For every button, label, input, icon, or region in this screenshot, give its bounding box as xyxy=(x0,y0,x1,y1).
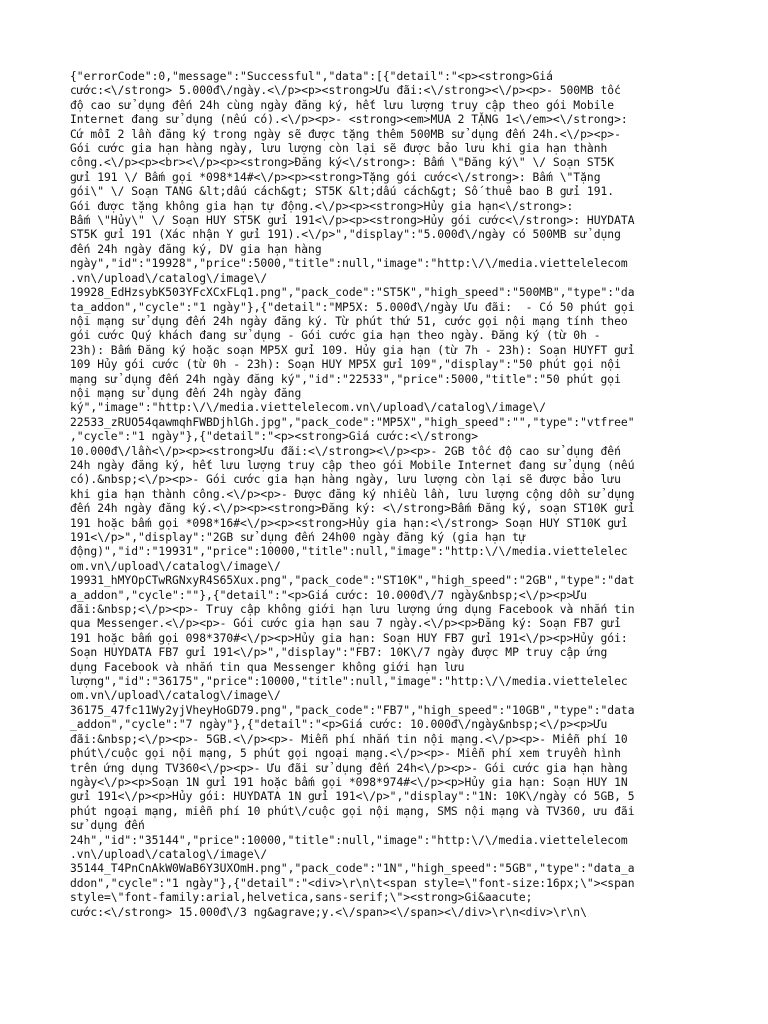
text-line: Bấm \"Hủy\" \/ Soạn HUY ST5K gửi 191<\/p><p><strong>Hủy gói cước<\/strong>: HUYDATA xyxy=(70,214,635,228)
text-line: có).&nbsp;<\/p><p>- Gói cước gia hạn hàng ngày, lưu lượng còn lại sẽ được bảo lưu xyxy=(70,473,621,487)
text-line: 10.000đ\/lần<\/p><p><strong>Ưu đãi:<\/strong><\/p><p>- 2GB tốc độ cao sử dụng đến xyxy=(70,444,621,458)
json-response-text xyxy=(70,70,710,920)
text-line: 109 Hủy gói cước (từ 0h - 23h): Soạn HUY MP5X gửi 109","display":"50 phút gọi nội xyxy=(70,358,621,372)
text-line: phút ngoại mạng, miễn phí 10 phút\/cuộc gọi nội mạng, SMS nội mạng và TV360, ưu đãi xyxy=(70,804,635,818)
text-line: gửi 191<\/p><p>Hủy gói: HUYDATA 1N gửi 191<\/p>","display":"1N: 10K\/ngày có 5GB, 5 xyxy=(70,790,635,804)
text-line: gửi 191 \/ Bấm gọi *098*14#<\/p><p><strong>Tặng gói cước<\/strong>: Bấm \"Tặng xyxy=(70,170,601,184)
text-line: 36175_47fc11Wy2yjVheyHoGD79.png","pack_code":"FB7","high_speed":"10GB","type":"data xyxy=(70,703,635,717)
text-line: _addon","cycle":"7 ngày"},{"detail":"<p>Giá cước: 10.000đ\/ngày&nbsp;<\/p><p>Ưu xyxy=(70,718,608,732)
text-line: 19928_EdHzsybK503YFcXCxFLq1.png","pack_code":"ST5K","high_speed":"500MB","type":"da xyxy=(70,286,635,300)
text-line: om.vn\/upload\/catalog\/image\/ xyxy=(70,559,281,573)
text-line: Gói cước gia hạn hàng ngày, lưu lượng còn lại sẽ được bảo lưu khi gia hạn thành xyxy=(70,142,608,156)
text-line: độ cao sử dụng đến 24h cùng ngày đăng ký, hết lưu lượng truy cập theo gói Mobile xyxy=(70,98,615,112)
text-line: sử dụng đến xyxy=(70,819,145,833)
text-line: trên ứng dụng TV360<\/p><p>- Ưu đãi sử dụng đến 24h<\/p><p>- Gói cước gia hạn hàng xyxy=(70,761,628,775)
text-line: gói cước Quý khách đang sử dụng - Gói cước gia hạn theo ngày. Đăng ký (từ 0h - xyxy=(70,329,601,343)
text-line: 22533_zRUO54qawmqhFWBDjhlGh.jpg","pack_code":"MP5X","high_speed":"","type":"vtfree" xyxy=(70,415,635,429)
text-line: nội mạng sử dụng đến 24h ngày đăng ký. Từ phút thứ 51, cước gọi nội mạng tính theo xyxy=(70,314,628,328)
text-line: ký","image":"http:\/\/media.viettelelecom.vn\/upload\/catalog\/image\/ xyxy=(70,401,547,415)
text-line: {"errorCode":0,"message":"Successful","data":[{"detail":"<p><strong>Giá xyxy=(70,70,553,83)
text-line: gói\" \/ Soạn TANG &lt;dấu cách&gt; ST5K &lt;dấu cách&gt; Số thuê bao B gửi 191. xyxy=(70,185,615,199)
text-line: công.<\/p><p><br><\/p><p><strong>Đăng ký<\/strong>: Bấm \"Đăng ký\" \/ Soạn ST5K xyxy=(70,156,615,170)
text-line: ST5K gửi 191 (Xác nhận Y gửi 191).<\/p>","display":"5.000đ\/ngày có 500MB sử dụng xyxy=(70,228,621,242)
text-line: phút\/cuộc gọi nội mạng, 5 phút gọi ngoại mạng.<\/p><p>- Miễn phí xem truyền hình xyxy=(70,747,621,761)
text-line: Cứ mỗi 2 lần đăng ký trong ngày sẽ được tặng thêm 500MB sử dụng đến 24h.<\/p><p>- xyxy=(70,127,621,141)
text-line: .vn\/upload\/catalog\/image\/ xyxy=(70,271,268,285)
text-line: đến 24h ngày đăng ký.<\/p><p><strong>Đăng ký: <\/strong>Bấm Đăng ký, soạn ST10K gửi xyxy=(70,502,635,516)
text-line: mạng sử dụng đến 24h ngày đăng ký","id":"22533","price":5000,"title":"50 phút gọi xyxy=(70,372,621,386)
text-line: qua Messenger.<\/p><p>- Gói cước gia hạn sau 7 ngày.<\/p><p>Đăng ký: Soạn FB7 gửi xyxy=(70,617,621,631)
text-line: ddon","cycle":"1 ngày"},{"detail":"<div>\r\n\t<span style=\"font-size:16px;\"><span xyxy=(70,876,635,890)
text-line: đến 24h ngày đăng ký, DV gia hạn hàng xyxy=(70,242,322,256)
text-line: a_addon","cycle":""},{"detail":"<p>Giá cước: 10.000đ\/7 ngày&nbsp;<\/p><p>Ưu xyxy=(70,588,587,602)
text-line: .vn\/upload\/catalog\/image\/ xyxy=(70,847,268,861)
text-line: om.vn\/upload\/catalog\/image\/ xyxy=(70,689,281,703)
text-line: lượng","id":"36175","price":10000,"title":null,"image":"http:\/\/media.viettelelec xyxy=(70,675,628,689)
text-line: 191 hoặc bấm gọi 098*370#<\/p><p>Hủy gia hạn: Soạn HUY FB7 gửi 191<\/p><p>Hủy gói: xyxy=(70,631,628,645)
document-page xyxy=(70,70,710,950)
text-line: 191 hoặc bấm gọi *098*16#<\/p><p><strong>Hủy gia hạn:<\/strong> Soạn HUY ST10K gửi xyxy=(70,516,628,530)
text-line: dụng Facebook và nhắn tin qua Messenger không giới hạn lưu xyxy=(70,660,465,674)
text-line: khi gia hạn thành công.<\/p><p>- Được đăng ký nhiều lần, lưu lượng cộng dồn sử dụng xyxy=(70,487,635,501)
text-line: ngày<\/p><p>Soạn 1N gửi 191 hoặc bấm gọi *098*974#<\/p><p>Hủy gia hạn: Soạn HUY 1N xyxy=(70,775,628,789)
text-line: cước:<\/strong> 5.000đ\/ngày.<\/p><p><strong>Ưu đãi:<\/strong><\/p><p>- 500MB tốc xyxy=(70,84,621,98)
text-line: Internet đang sử dụng (nếu có).<\/p><p>- <strong><em>MUA 2 TẶNG 1<\/em><\/strong>: xyxy=(70,113,628,127)
text-line: Gói được tặng không gia hạn tự động.<\/p><p><strong>Hủy gia hạn<\/strong>: xyxy=(70,199,574,213)
text-line: động)","id":"19931","price":10000,"title":null,"image":"http:\/\/media.viettelelec xyxy=(70,545,628,559)
text-line: ta_addon","cycle":"1 ngày"},{"detail":"MP5X: 5.000đ\/ngày Ưu đãi: - Có 50 phút gọi xyxy=(70,300,635,314)
text-line: 191<\/p>","display":"2GB sử dụng đến 24h00 ngày đăng ký (gia hạn tự xyxy=(70,531,526,544)
text-line: đãi:&nbsp;<\/p><p>- Truy cập không giới hạn lưu lượng ứng dụng Facebook và nhắn tin xyxy=(70,603,635,617)
text-line: style=\"font-family:arial,helvetica,sans-serif;\"><strong>Gi&aacute; xyxy=(70,891,533,905)
text-line: 24h ngày đăng ký, hết lưu lượng truy cập theo gói Mobile Internet đang sử dụng (nếu xyxy=(70,458,635,472)
text-line: 23h): Bấm Đăng ký hoặc soạn MP5X gửi 109. Hủy gia hạn (từ 7h - 23h): Soạn HUYFT gửi xyxy=(70,343,635,357)
text-line: 24h","id":"35144","price":10000,"title":null,"image":"http:\/\/media.viettelelecom xyxy=(70,833,628,847)
text-line: cước:<\/strong> 15.000đ\/3 ng&agrave;y.<\/span><\/span><\/div>\r\n<div>\r\n\ xyxy=(70,905,587,919)
text-line: 19931_hMYOpCTwRGNxyR4S65Xux.png","pack_code":"ST10K","high_speed":"2GB","type":"dat xyxy=(70,574,635,588)
text-line: ,"cycle":"1 ngày"},{"detail":"<p><strong>Giá cước:<\/strong> xyxy=(70,430,479,444)
text-line: đãi:&nbsp;<\/p><p>- 5GB.<\/p><p>- Miễn phí nhắn tin nội mạng.<\/p><p>- Miễn phí 10 xyxy=(70,732,628,746)
text-line: 35144_T4PnCnAkW0WaB6Y3UXOmH.png","pack_code":"1N","high_speed":"5GB","type":"data_a xyxy=(70,862,635,876)
text-line: nội mạng sử dụng đến 24h ngày đăng xyxy=(70,386,302,400)
text-line: ngày","id":"19928","price":5000,"title":null,"image":"http:\/\/media.viettelelecom xyxy=(70,257,628,271)
text-line: Soạn HUYDATA FB7 gửi 191<\/p>","display":"FB7: 10K\/7 ngày được MP truy cập ứng xyxy=(70,646,608,660)
